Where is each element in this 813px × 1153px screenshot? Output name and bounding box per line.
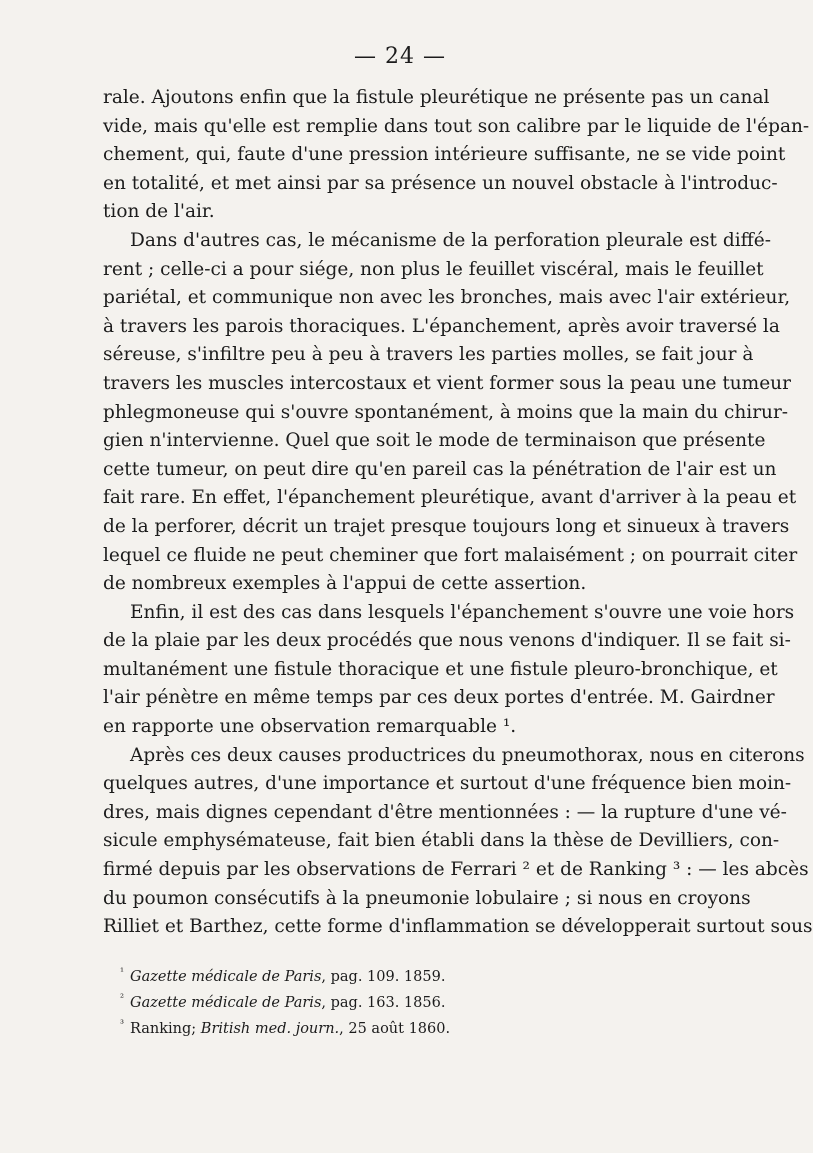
footnote-2: [120, 988, 740, 1014]
text-line: chement, qui, faute d'une pression intérieure suffisante, ne se vide point: [103, 144, 786, 166]
page-number: — 24 —: [354, 44, 446, 69]
text-line: en rapporte une observation remarquable ¹.: [103, 716, 517, 738]
footnote-mark: ²: [120, 992, 125, 1004]
text-line: Après ces deux causes productrices du pneumothorax, nous en citerons: [130, 744, 805, 766]
text-line: phlegmoneuse qui s'ouvre spontanément, à moins que la main du chirur-: [103, 401, 789, 423]
footnote-title: British med. journ.: [200, 1020, 340, 1037]
text-line: tion de l'air.: [103, 201, 215, 223]
footnote-3: [120, 1014, 740, 1040]
text-line: du poumon consécutifs à la pneumonie lobulaire ; si nous en croyons: [103, 887, 751, 909]
footnote-mark: ³: [120, 1018, 125, 1030]
footnote-mark: ¹: [120, 967, 125, 978]
footnote-1: [120, 962, 740, 988]
text-line: sicule emphysémateuse, fait bien établi dans la thèse de Devilliers, con-: [103, 830, 780, 852]
body-text: [103, 84, 813, 942]
text-line: rent ; celle-ci a pour siége, non plus le feuillet viscéral, mais le feuillet: [103, 258, 764, 280]
footnote-text: , pag. 109. 1859.: [321, 968, 446, 985]
text-line: firmé depuis par les observations de Ferrari ² et de Ranking ³ : — les abcès: [103, 859, 809, 881]
text-line: séreuse, s'infiltre peu à peu à travers les parties molles, se fait jour à: [103, 344, 754, 366]
text-line: travers les muscles intercostaux et vient former sous la peau une tumeur: [103, 372, 791, 394]
footnote-text: , pag. 163. 1856.: [321, 994, 446, 1011]
text-line: de la perforer, décrit un trajet presque toujours long et sinueux à travers: [103, 515, 790, 537]
text-line: rale. Ajoutons enfin que la fistule pleurétique ne présente pas un canal: [103, 87, 770, 108]
footnote-author: Ranking;: [130, 1020, 201, 1037]
text-line: Enfin, il est des cas dans lesquels l'épanchement s'ouvre une voie hors: [130, 601, 795, 623]
footnotes: [120, 962, 740, 1039]
text-line: gien n'intervienne. Quel que soit le mode de terminaison que présente: [103, 430, 766, 452]
text-line: multanément une fistule thoracique et une fistule pleuro-bronchique, et: [103, 658, 778, 680]
footnote-title: Gazette médicale de Paris: [130, 994, 322, 1011]
text-line: lequel ce fluide ne peut cheminer que fort malaisément ; on pourrait citer: [103, 544, 798, 566]
text-line: Rilliet et Barthez, cette forme d'inflammation se développerait surtout sous: [103, 916, 813, 938]
text-line: l'air pénètre en même temps par ces deux portes d'entrée. M. Gairdner: [103, 687, 775, 709]
text-line: vide, mais qu'elle est remplie dans tout son calibre par le liquide de l'épan-: [103, 115, 810, 137]
text-line: de la plaie par les deux procédés que nous venons d'indiquer. Il se fait si-: [103, 630, 791, 652]
text-line: cette tumeur, on peut dire qu'en pareil cas la pénétration de l'air est un: [103, 458, 777, 480]
text-line: pariétal, et communique non avec les bronches, mais avec l'air extérieur,: [103, 287, 791, 309]
text-line: dres, mais dignes cependant d'être mentionnées : — la rupture d'une vé-: [103, 801, 787, 823]
text-line: à travers les parois thoraciques. L'épanchement, après avoir traversé la: [103, 315, 780, 337]
footnote-text: , 25 août 1860.: [339, 1020, 451, 1037]
text-line: quelques autres, d'une importance et surtout d'une fréquence bien moin-: [103, 773, 792, 795]
text-line: de nombreux exemples à l'appui de cette assertion.: [103, 573, 587, 595]
text-line: Dans d'autres cas, le mécanisme de la perforation pleurale est diffé-: [130, 229, 771, 251]
text-line: fait rare. En effet, l'épanchement pleurétique, avant d'arriver à la peau et: [103, 487, 797, 509]
text-line: en totalité, et met ainsi par sa présence un nouvel obstacle à l'introduc-: [103, 172, 778, 194]
footnote-title: Gazette médicale de Paris: [130, 968, 322, 985]
